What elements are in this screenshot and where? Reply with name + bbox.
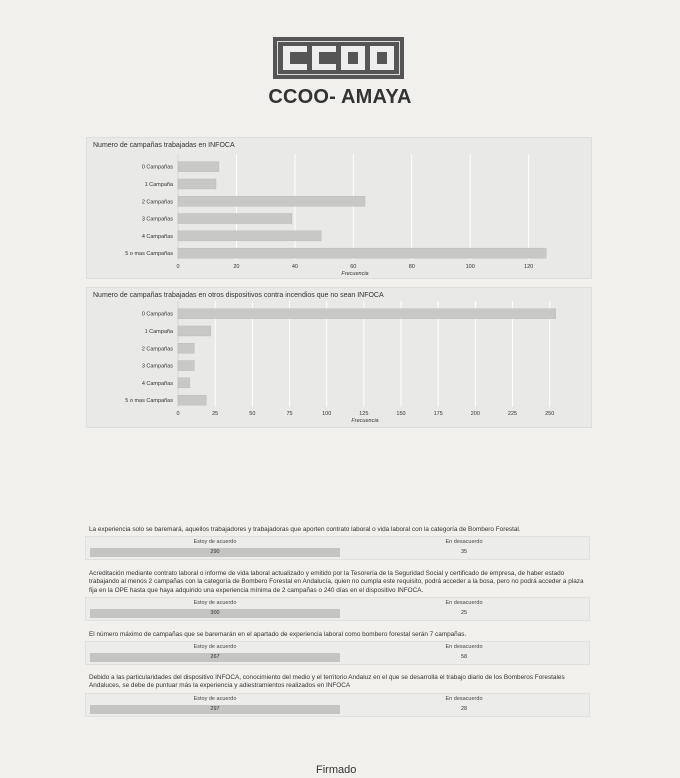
vote-row [85,693,590,717]
agree-label: Estoy de acuerdo [193,539,237,546]
question-text: Acreditación mediante contrato laboral o informe de vida laboral actualizado y emitido por la Tesorería de la Seguridad Social y certificado de empresa, de haber estado trabajando al menos 2 campañas con la categoría de Bombero Forestal en Andalucía, quien no cumpla este requisito, podrá acceder a la bosa, pero no podrá acceder a plaza fija en la OPE hasta que haya adquirido una experiencia mínima de 2 campañas o 240 días en el dispositivo INFOCA. [89,570,584,594]
agree-value: 297 [210,705,220,712]
vote-row [85,597,590,621]
chart-title: Numero de campañas trabajadas en otros dispositivos contra incendios que no sean INFOCA [93,292,384,299]
logo-inner [277,41,400,75]
agree-cell [90,537,340,557]
org-title: CCOO- AMAYA [268,86,412,108]
bar [178,378,190,388]
ccoo-logo-letters [280,43,398,73]
disagree-value: 58 [460,654,468,661]
y-tick-label: 1 Campaña [144,181,173,188]
y-tick-label: 5 o mas Campañas [125,251,173,258]
vote-row [85,641,590,665]
x-tick-label: 20 [233,264,240,270]
chart-svg [87,288,591,427]
question-text: La experiencia solo se baremará, aquellos trabajadores y trabajadoras que aporten contrato laboral o vida laboral con la categoría de Bombero Forestal. [89,526,521,533]
x-tick-label: 0 [176,264,180,270]
ccoo-logo [273,37,404,79]
y-tick-label: 1 Campaña [144,328,173,335]
agree-value: 290 [210,549,220,556]
disagree-cell [340,537,588,557]
y-tick-label: 4 Campañas [141,380,173,387]
x-tick-label: 75 [286,411,293,417]
x-tick-label: 250 [545,411,555,417]
y-tick-label: 3 Campañas [141,363,173,370]
bar [178,248,546,258]
bar [178,231,321,241]
bar [178,162,219,172]
disagree-value: 25 [460,610,468,617]
bar [178,395,206,405]
x-tick-label: 0 [176,411,180,417]
bar [178,343,194,353]
x-tick-label: 60 [350,264,357,270]
chart-svg [87,138,591,278]
question-block [85,526,590,560]
agree-label: Estoy de acuerdo [193,600,237,607]
y-tick-label: 2 Campañas [141,346,173,353]
x-tick-label: 100 [322,411,332,417]
x-tick-label: 120 [524,264,534,270]
y-tick-label: 0 Campañas [141,164,173,171]
y-tick-label: 5 o mas Campañas [125,398,173,405]
agree-cell [90,598,340,618]
x-tick-label: 80 [408,264,415,270]
agree-label: Estoy de acuerdo [193,695,237,702]
x-tick-label: 150 [396,411,406,417]
x-tick-label: 25 [212,411,219,417]
y-tick-label: 0 Campañas [141,311,173,318]
question-block [85,674,590,717]
question-text: Debido a las particularidades del dispositivo INFOCA, conocimiento del medio y el territorio Andaluz en el que se desarrolla el trabajo diario de los Bomberos Forestales Andaluces, se debe de puntuar más la experiencia y adiestramientos realizados en INFOCA [89,674,565,690]
y-tick-label: 4 Campañas [141,233,173,240]
x-tick-label: 175 [433,411,443,417]
bar [178,309,556,319]
x-tick-label: 40 [291,264,298,270]
bar [178,179,216,189]
disagree-cell [340,642,588,662]
disagree-value: 28 [460,705,468,712]
question-block [85,631,590,665]
bar [178,214,292,224]
bar [178,326,211,336]
question-text: El número máximo de campañas que se baremarán en el apartado de experiencia laboral como bombero forestal serán 7 campañas. [89,631,467,638]
disagree-cell [340,598,588,618]
chart-panel-other-devices [86,287,592,428]
question-block [85,570,590,621]
disagree-label: En desacuerdo [445,695,483,702]
x-tick-label: 100 [465,264,475,270]
x-tick-label: 200 [470,411,480,417]
agree-cell [90,694,340,714]
disagree-cell [340,694,588,714]
disagree-label: En desacuerdo [445,600,483,607]
y-tick-label: 3 Campañas [141,216,173,223]
x-tick-label: 225 [507,411,518,417]
agree-value: 300 [210,610,220,617]
bar [178,361,194,371]
signed-label: Firmado [316,764,357,776]
bar [178,196,365,206]
x-axis-label: Frecuencia [351,418,379,424]
x-tick-label: 50 [249,411,256,417]
y-tick-label: 2 Campañas [141,199,173,206]
x-tick-label: 125 [359,411,369,417]
agree-value: 267 [210,654,220,661]
disagree-value: 35 [460,549,468,556]
x-axis-label: Frecuencia [341,271,369,277]
disagree-label: En desacuerdo [445,644,483,651]
chart-panel-infoca [86,137,592,279]
vote-row [85,536,590,560]
agree-cell [90,642,340,662]
disagree-label: En desacuerdo [445,539,483,546]
chart-title: Numero de campañas trabajadas en INFOCA [93,142,235,149]
agree-label: Estoy de acuerdo [193,644,237,651]
